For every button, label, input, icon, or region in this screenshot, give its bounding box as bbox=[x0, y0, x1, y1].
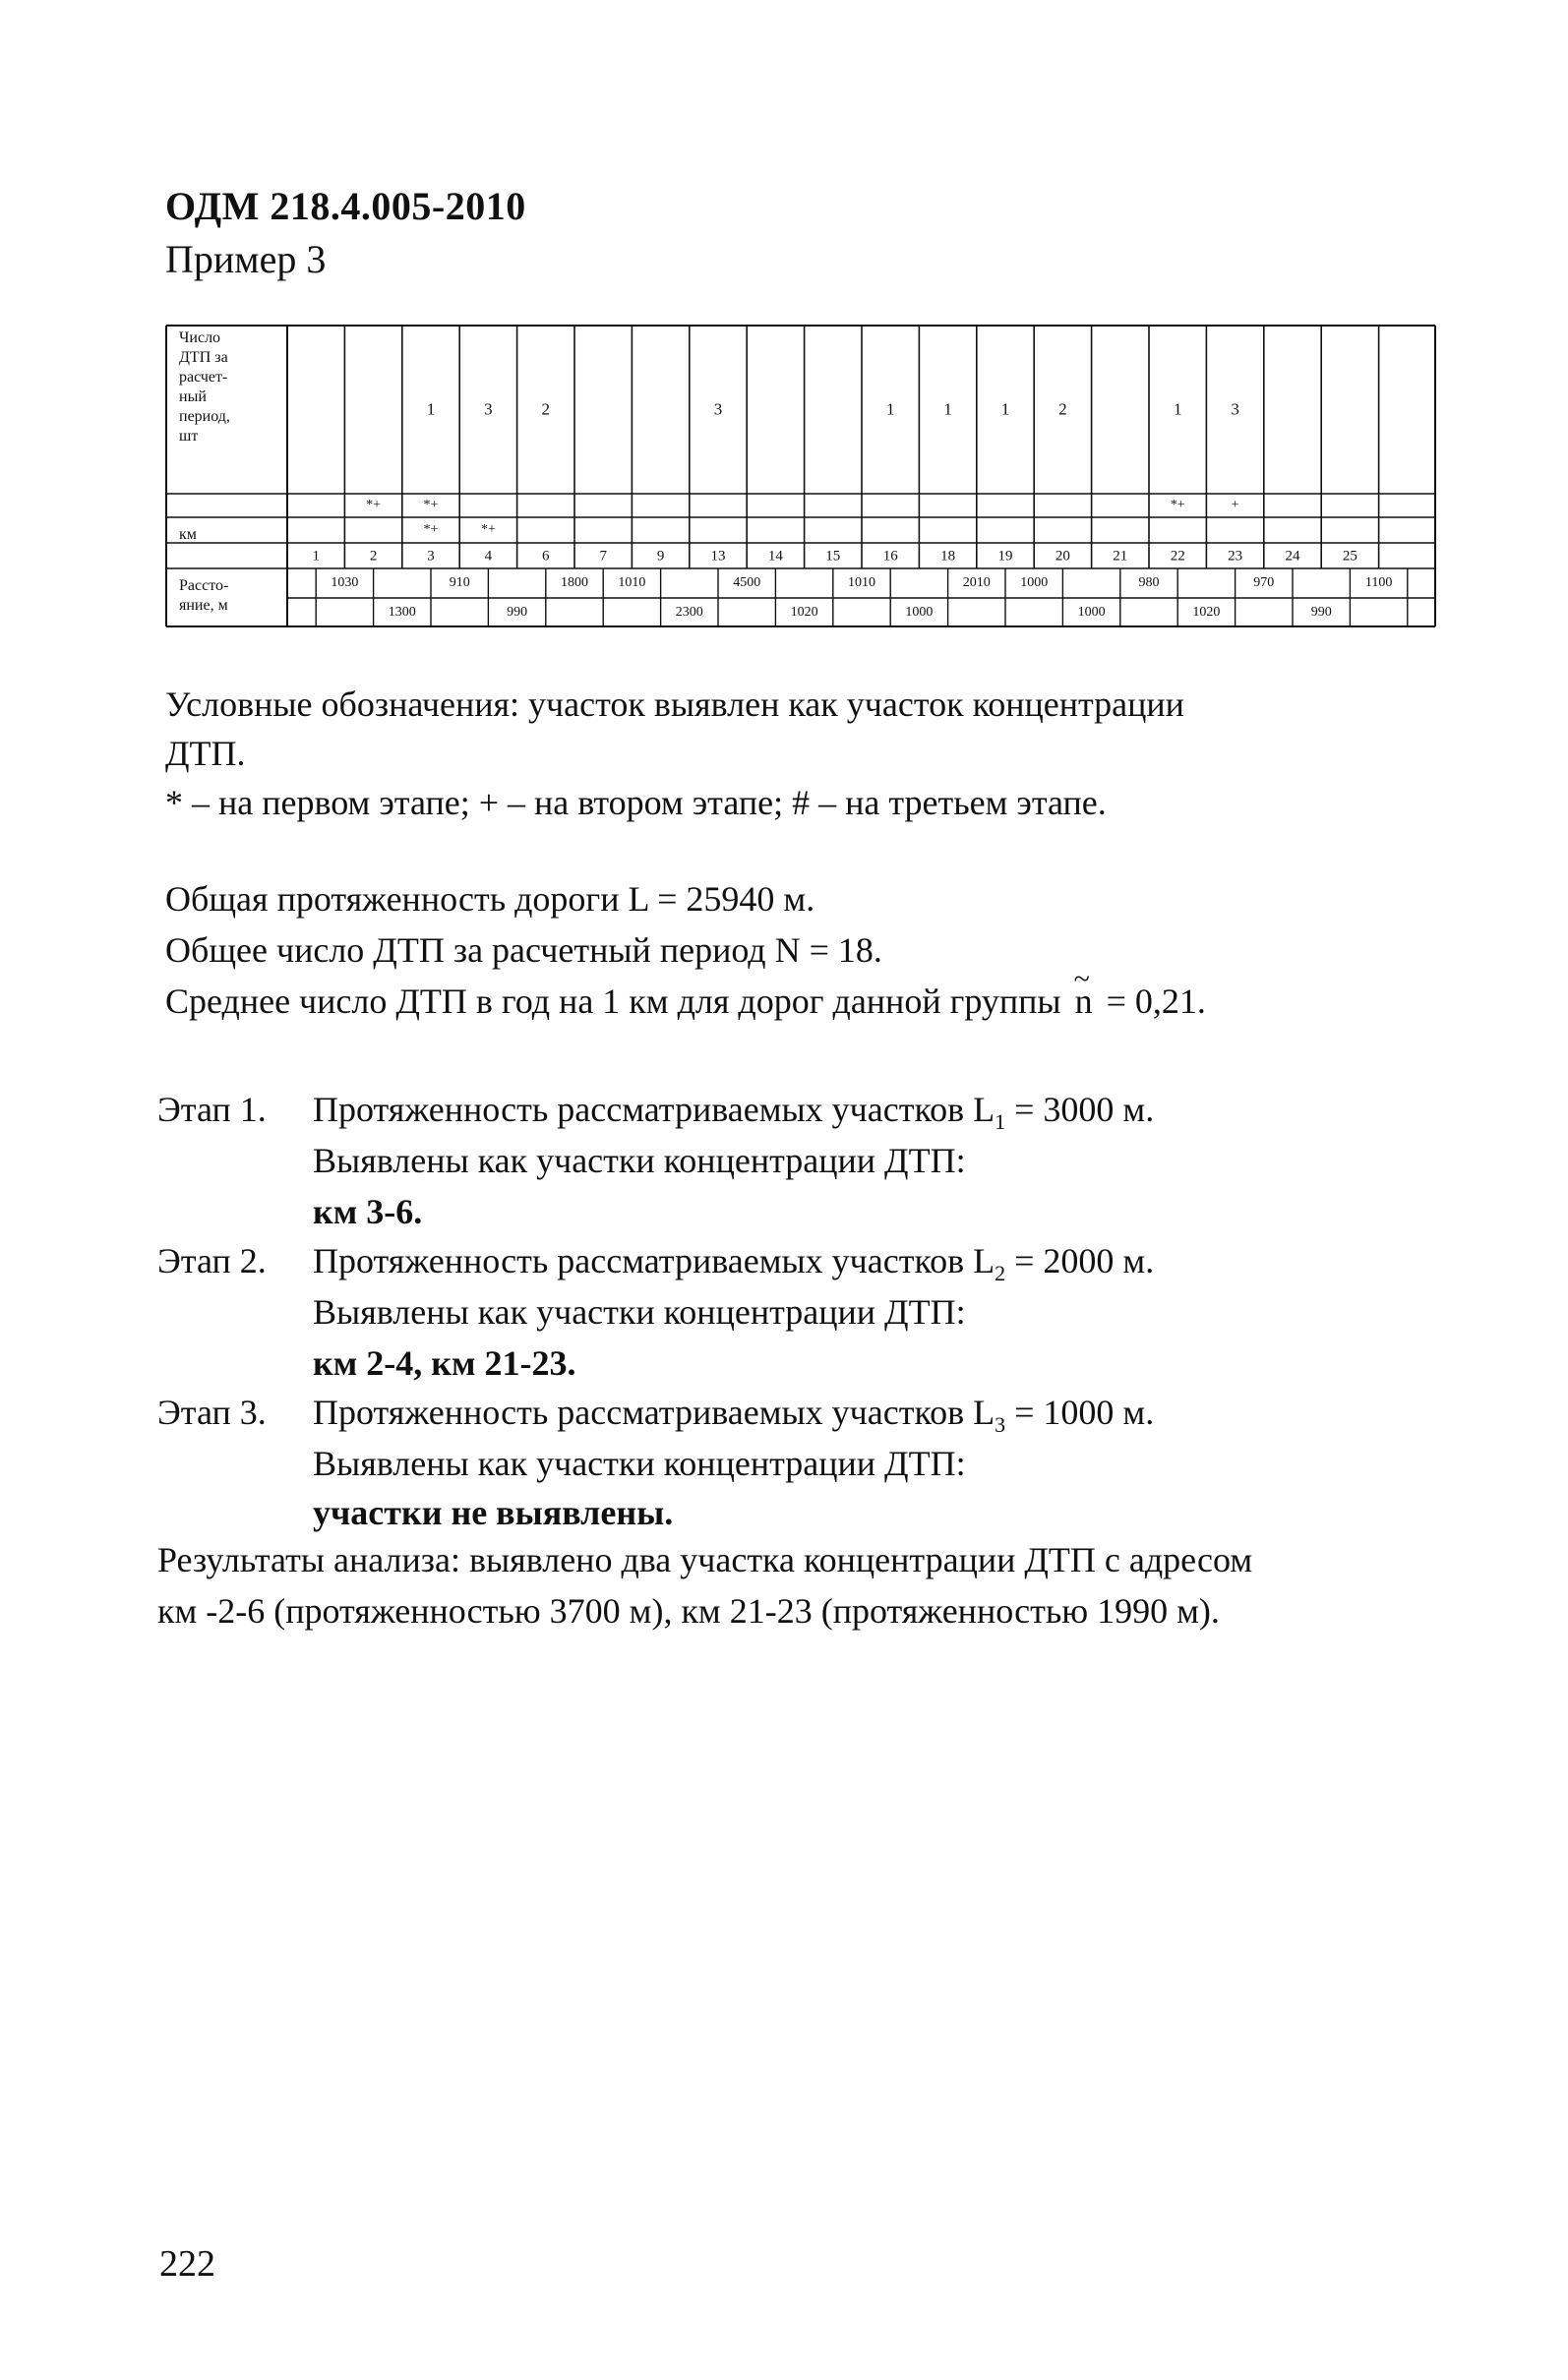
distance-cell: 1100 bbox=[1364, 575, 1393, 590]
avg-accidents bbox=[165, 978, 1206, 1025]
page-number: 222 bbox=[159, 2243, 215, 2285]
distance-cell: 1300 bbox=[388, 605, 416, 620]
km-mark-cell: *+ bbox=[423, 522, 439, 537]
accident-count-cell: 1 bbox=[1173, 399, 1182, 419]
km-number-cell: 9 bbox=[656, 548, 665, 565]
stage-1-identified: Выявлены как участки концентрации ДТП: bbox=[313, 1141, 966, 1180]
stage-value: = 1000 м. bbox=[1005, 1393, 1155, 1432]
stage-value: = 3000 м. bbox=[1005, 1090, 1155, 1129]
legend-line-1: Условные обозначения: участок выявлен как участок концентрации bbox=[165, 684, 1184, 724]
distance-cell: 1000 bbox=[905, 605, 934, 620]
row-label-line: ДТП за bbox=[179, 349, 228, 366]
km-number-cell: 23 bbox=[1228, 548, 1243, 565]
km-number-cell: 7 bbox=[599, 548, 607, 565]
distance-cell: 980 bbox=[1138, 575, 1160, 590]
road-length: Общая протяженность дороги L = 25940 м. bbox=[165, 879, 815, 919]
stage-2-label: Этап 2. bbox=[157, 1241, 267, 1280]
stage-3-result: участки не выявлены. bbox=[313, 1493, 674, 1532]
km-number-cell: 19 bbox=[997, 548, 1013, 565]
accident-count-cell: 3 bbox=[1231, 399, 1239, 419]
stage-1-label: Этап 1. bbox=[157, 1090, 267, 1129]
distance-cell: 1020 bbox=[1192, 605, 1221, 620]
stage-2-result: км 2-4, км 21-23. bbox=[313, 1343, 576, 1383]
distance-cell: 990 bbox=[1310, 605, 1332, 620]
stage-1-result: км 3-6. bbox=[313, 1192, 423, 1231]
km-number-cell: 14 bbox=[767, 548, 783, 565]
accident-count-cell: 1 bbox=[1000, 399, 1010, 419]
avg-prefix: Среднее число ДТП в год на 1 км для дорог данной группы bbox=[165, 982, 1061, 1021]
stage-3-identified: Выявлены как участки концентрации ДТП: bbox=[313, 1444, 966, 1483]
row-label-line: яние, м bbox=[179, 597, 228, 614]
stage-sub: 1 bbox=[995, 1109, 1006, 1134]
distance-cell: 1000 bbox=[1077, 605, 1106, 620]
km-number-cell: 21 bbox=[1113, 548, 1128, 565]
km-number-cell: 25 bbox=[1342, 548, 1357, 565]
row-label-line: Число bbox=[179, 329, 221, 346]
distance-cell: 1020 bbox=[790, 605, 818, 620]
accident-count-cell: 1 bbox=[885, 399, 895, 419]
km-mark-cell: *+ bbox=[423, 498, 439, 512]
km-mark-cell: *+ bbox=[366, 498, 382, 512]
stage-sub: 3 bbox=[995, 1412, 1006, 1437]
distance-cell: 910 bbox=[449, 575, 470, 590]
stage-text: Протяженность рассматриваемых участков L bbox=[313, 1090, 995, 1129]
distance-cell: 1010 bbox=[848, 575, 875, 590]
results-line-1: Результаты анализа: выявлено два участка концентрации ДТП с адресом bbox=[157, 1540, 1253, 1579]
stage-text: Протяженность рассматриваемых участков L bbox=[313, 1393, 995, 1432]
accident-count-cell: 2 bbox=[1058, 399, 1067, 419]
stage-2-identified: Выявлены как участки концентрации ДТП: bbox=[313, 1292, 966, 1332]
results-line-2: км -2-6 (протяженностью 3700 м), км 21-23 (протяженностью 1990 м). bbox=[157, 1591, 1220, 1631]
row-label-line: расчет- bbox=[179, 369, 228, 386]
km-mark-cell: *+ bbox=[1170, 498, 1185, 512]
km-number-cell: 4 bbox=[484, 548, 493, 565]
distance-cell: 1000 bbox=[1020, 575, 1049, 590]
n-tilde-symbol: ~ n bbox=[1070, 978, 1098, 1025]
example-title: Пример 3 bbox=[165, 237, 327, 281]
distance-cell: 2010 bbox=[962, 575, 991, 590]
stage-sub: 2 bbox=[995, 1261, 1006, 1285]
accident-count-cell: 2 bbox=[541, 399, 551, 419]
km-number-cell: 2 bbox=[369, 548, 378, 565]
km-mark-cell: + bbox=[1231, 498, 1239, 512]
row-label-distance bbox=[179, 576, 228, 616]
km-number-cell: 16 bbox=[882, 548, 898, 565]
row-label-km: км bbox=[179, 526, 197, 543]
accident-count-cell: 3 bbox=[713, 399, 723, 419]
km-number-cell: 20 bbox=[1055, 548, 1070, 565]
km-number-cell: 13 bbox=[710, 548, 726, 565]
km-mark-cell: *+ bbox=[480, 522, 496, 537]
km-number-cell: 1 bbox=[312, 548, 320, 565]
legend-line-3: * – на первом этапе; + – на втором этапе; # – на третьем этапе. bbox=[165, 783, 1107, 822]
row-label-line: Рассто- bbox=[179, 577, 229, 594]
accident-count-cell: 1 bbox=[943, 399, 952, 419]
row-label-line: шт bbox=[179, 428, 199, 445]
km-number-cell: 18 bbox=[940, 548, 956, 565]
distance-cell: 1800 bbox=[561, 575, 588, 590]
km-number-cell: 3 bbox=[427, 548, 435, 565]
distance-cell: 970 bbox=[1253, 575, 1275, 590]
accident-count-cell: 3 bbox=[484, 399, 493, 419]
legend-line-2: ДТП. bbox=[165, 734, 246, 773]
row-label-line: период, bbox=[179, 408, 230, 425]
km-number-cell: 22 bbox=[1170, 548, 1185, 565]
avg-value: = 0,21. bbox=[1106, 982, 1206, 1021]
distance-cell: 4500 bbox=[733, 575, 761, 590]
accident-table bbox=[165, 325, 1436, 627]
row-label-line: ный bbox=[179, 388, 207, 405]
stage-text: Протяженность рассматриваемых участков L bbox=[313, 1241, 995, 1280]
km-number-cell: 24 bbox=[1285, 548, 1300, 565]
stage-2-length bbox=[313, 1237, 1154, 1284]
stage-value: = 2000 м. bbox=[1005, 1241, 1155, 1280]
stage-1-length bbox=[313, 1086, 1154, 1133]
document-code: ОДМ 218.4.005-2010 bbox=[165, 184, 526, 228]
accident-count: Общее число ДТП за расчетный период N = 18. bbox=[165, 930, 882, 970]
km-number-cell: 6 bbox=[542, 548, 550, 565]
km-number-cell: 15 bbox=[825, 548, 841, 565]
distance-cell: 1010 bbox=[618, 575, 646, 590]
distance-cell: 2300 bbox=[675, 605, 703, 620]
distance-cell: 990 bbox=[507, 605, 528, 620]
stage-3-label: Этап 3. bbox=[157, 1393, 267, 1432]
stage-3-length bbox=[313, 1389, 1154, 1436]
distance-cell: 1030 bbox=[331, 575, 359, 590]
accident-count-cell: 1 bbox=[426, 399, 436, 419]
row-label-accidents bbox=[179, 328, 230, 446]
